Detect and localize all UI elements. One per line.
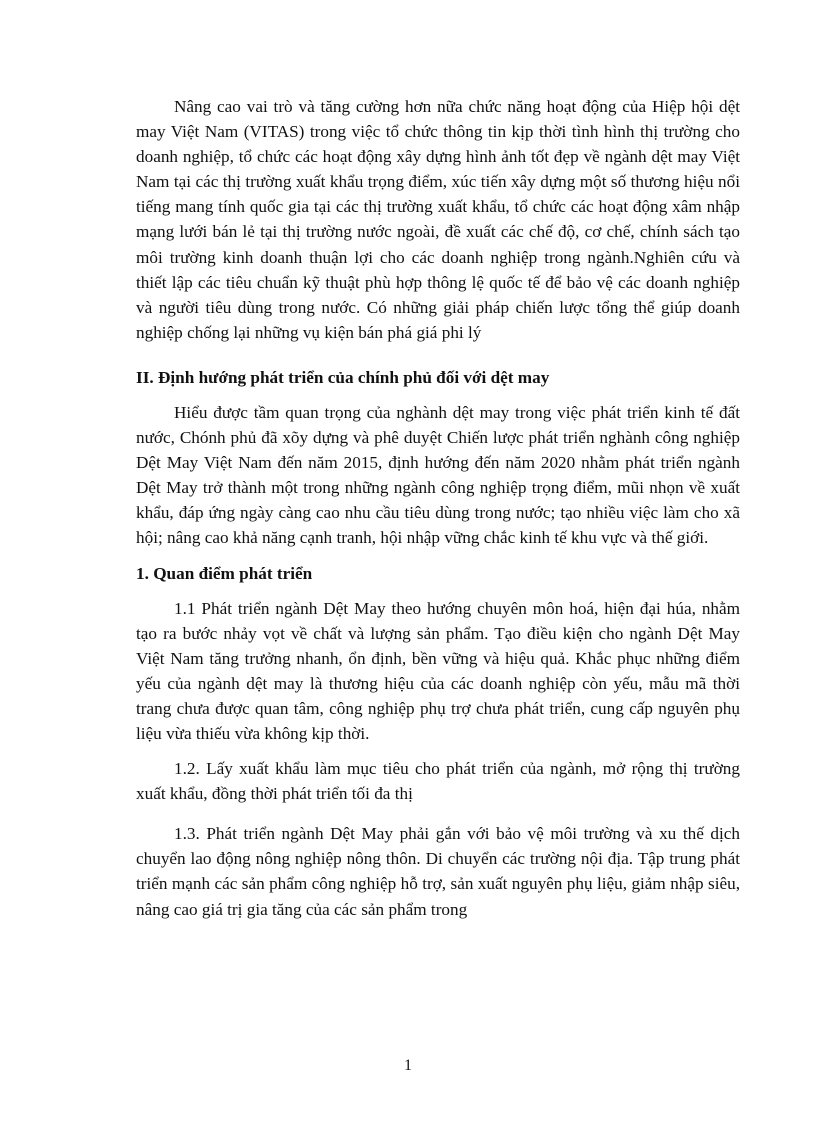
page-body — [136, 94, 740, 922]
paragraph-strategy-overview: Hiểu được tầm quan trọng của nghành dệt may trong việc phát triển kinh tế đất nước, Chónh phủ đã xõy dựng và phê duyệt Chiến lược phát triển nghành công nghiệp Dệt May Việt Nam đến năm 2015, định hướng đến năm 2020 nhằm phát triển ngành Dệt May trở thành một trong những ngành công nghiệp trọng điểm, mũi nhọn về xuất khẩu, đáp ứng ngày càng cao nhu cầu tiêu dùng trong nước; tạo nhiều việc làm cho xã hội; nâng cao khả năng cạnh tranh, hội nhập vững chắc kinh tế khu vực và thế giới. — [136, 402, 740, 548]
paragraph-vitas-role: Nâng cao vai trò và tăng cường hơn nữa chức năng hoạt động của Hiệp hội dệt may Việt Nam (VITAS) trong việc tổ chức thông tin kịp thời tình hình thị trường cho doanh nghiệp, tổ chức các hoạt động xây dựng hình ảnh tốt đẹp về ngành dệt may Việt Nam tại các thị trường xuất khẩu trọng điểm, xúc tiến xây dựng một số thương hiệu nổi tiếng mang tính quốc gia tại các thị trường xuất khẩu, tổ chức các hoạt động xâm nhập mạng lưới bán lẻ tại thị trường nước ngoài, đề xuất các chế độ, cơ chế, chính sách tạo môi trường kinh doanh thuận lợi cho các doanh nghiệp trong ngành.Nghiên cứu và thiết lập các tiêu chuẩn kỹ thuật phù hợp thông lệ quốc tế để bảo vệ các doanh nghiệp và người tiêu dùng trong nước. Có những giải pháp chiến lược tổng thể giúp doanh nghiệp chống lại những vụ kiện bán phá giá phi lý — [136, 97, 740, 342]
paragraph-point-1-1: 1.1 Phát triển ngành Dệt May theo hướng chuyên môn hoá, hiện đại húa, nhằm tạo ra bước nhảy vọt về chất và lượng sản phẩm. Tạo điều kiện cho ngành Dệt May Việt Nam tăng trưởng nhanh, ổn định, bền vững và hiệu quả. Khắc phục những điểm yếu của ngành dệt may là thương hiệu của các doanh nghiệp còn yếu, mẫu mã thời trang chưa được quan tâm, công nghiệp phụ trợ chưa phát triển, cung cấp nguyên phụ liệu vừa thiếu vừa không kịp thời. — [136, 598, 740, 743]
paragraph-point-1-2: 1.2. Lấy xuất khẩu làm mục tiêu cho phát triển của ngành, mở rộng thị trường xuất khẩu, đồng thời phát triển tối đa thị — [136, 759, 740, 804]
section-heading-government-orientation: II. Định hướng phát triển của chính phủ đối với dệt may — [136, 367, 550, 387]
page-number: 1 — [404, 1057, 412, 1074]
paragraph-point-1-3: 1.3. Phát triển ngành Dệt May phải gắn với bảo vệ môi trường và xu thế dịch chuyển lao động nông nghiệp nông thôn. Di chuyển các trường nội địa. Tập trung phát triển mạnh các sản phẩm công nghiệp hỗ trợ, sản xuất nguyên phụ liệu, giảm nhập siêu, nâng cao giá trị gia tăng của các sản phẩm trong — [136, 824, 740, 919]
subsection-heading-development-viewpoint: 1. Quan điểm phát triển — [136, 563, 313, 583]
